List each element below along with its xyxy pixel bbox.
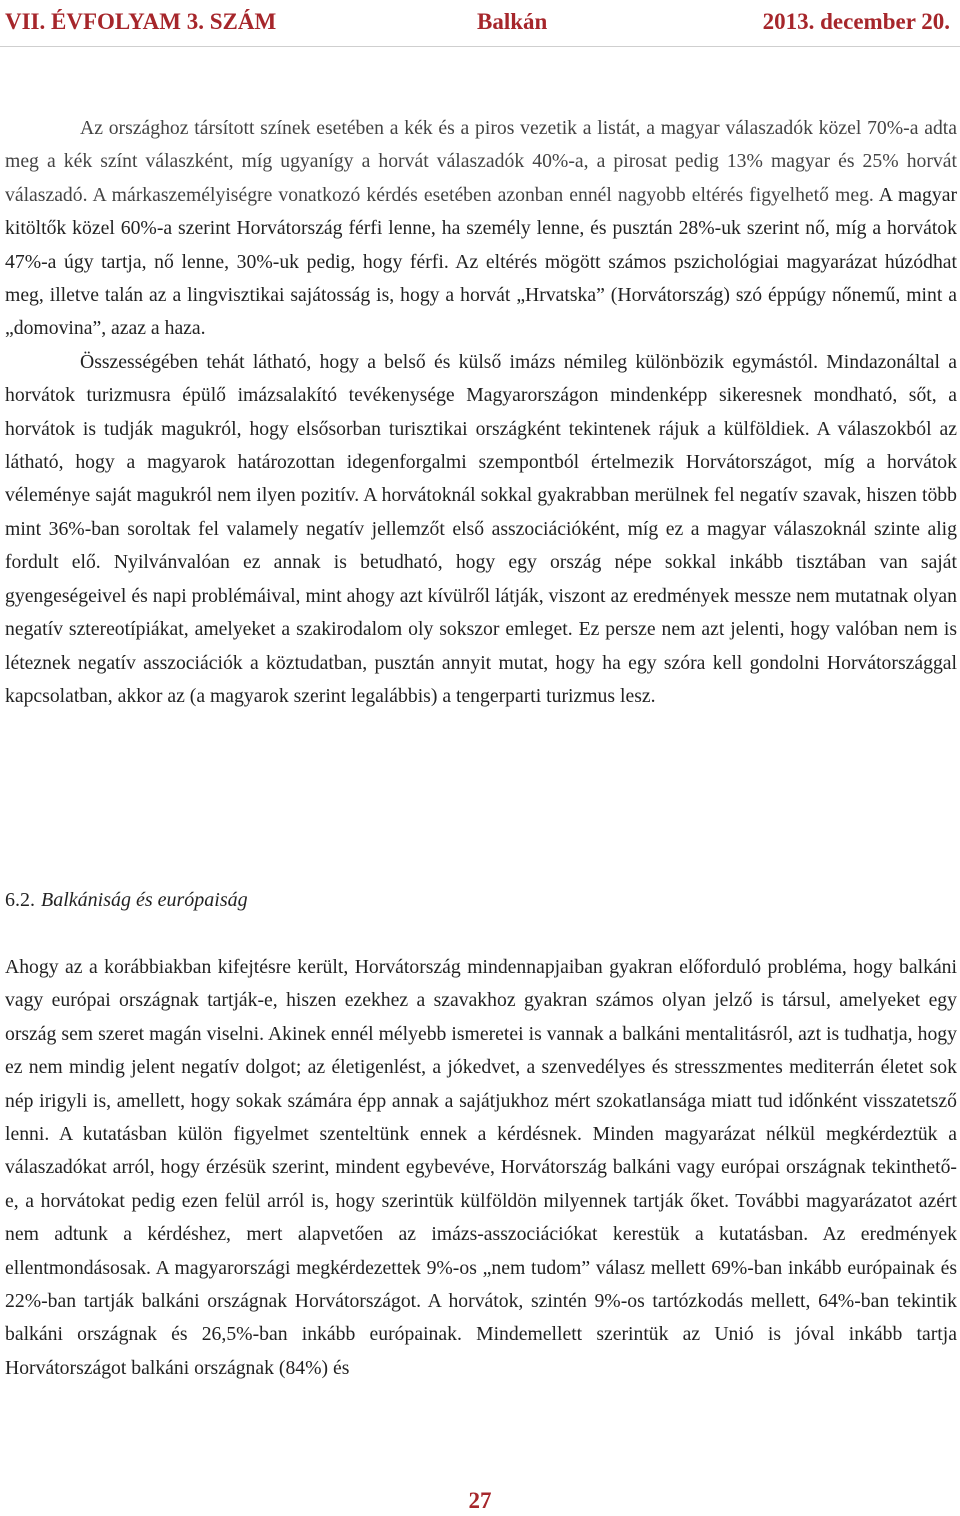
section-heading [5, 884, 248, 917]
section-2-text [5, 951, 957, 1385]
paragraph: Ahogy az a korábbiakban kifejtésre került, Horvátország mindennapjaiban gyakran előforduló probléma, hogy balkáni vagy európai országnak tartják-e, hiszen ezekhez a szavakhoz gyakran számos olyan jelző is társul, amelyeket egy ország sem szeret magán viselni. Akinek ennél mélyebb ismeretei is vannak a balkáni mentalitásról, azt is tudhatja, hogy ez nem mindig jelent negatív dolgot; az életigenlést, a jókedvet, a szenvedélyes és stresszmentes mediterrán életet sok nép irigyli is, amellett, hogy sokak számára épp annak a sajátjukhoz mért szokatlansága miatt tud időnként visszatetsző lenni. A kutatásban külön figyelmet szenteltünk ennek a kérdésnek. Minden magyarázat nélkül megkérdeztük a válaszadókat arról, hogy érzésük szerint, mindent egybevéve, Horvátország balkáni vagy európai országnak tekinthető-e, a horvátokat pedig ezen felül arról is, hogy szerintük külföldön milyennek tartják őket. További magyarázatot azért nem adtunk a kérdéshez, mert alapvetően az imázs-asszociációkat kerestük a kutatásban. Az eredmények ellentmondásosak. A magyarországi megkérdezettek 9%-os „nem tudom” válasz mellett 69%-ban inkább európainak és 22%-ban tartják balkáni országnak Horvátországot. A horvátok, szintén 9%-os tartózkodás mellett, 64%-ban tekintik balkáni országnak és 26,5%-ban inkább európainak. Mindemellett szerintük az Unió is jóval inkább tartja Horvátországot balkáni országnak (84%) és [5, 956, 957, 1379]
header-date: 2013. december 20. [762, 9, 950, 34]
section-1-text [5, 112, 957, 713]
paragraph-text: Az országhoz társított színek esetében a kék és a piros vezetik a listát, a magyar válaszadók közel 70%-a adta meg a kék színt válaszként, míg ugyanígy a horvát válaszadók 40%-a, a pirosat pedig 13% magyar és 25% horvát válaszadó. A márkaszemélyiségre vonatkozó kérdés esetében azonban ennél nagyobb eltérés figyelhető meg. [5, 117, 957, 206]
section-number: 6.2. [5, 889, 35, 911]
header-journal: Balkán [477, 9, 548, 34]
page-header [0, 0, 960, 47]
header-issue: VII. ÉVFOLYAM 3. SZÁM [5, 9, 277, 34]
paragraph: Összességében tehát látható, hogy a belső és külső imázs némileg különbözik egymástól. Mindazonáltal a horvátok turizmusra épülő imázsalakító tevékenysége Magyarországon mindenképp sikeresnek mondható, sőt, a horvátok is tudják magukról, hogy elsősorban turisztikai országként tekintenek rájuk a külföldiek. A válaszokból az látható, hogy a magyarok határozottan idegenforgalmi szempontból értelmezik Horvátországot, míg a horvátok véleménye saját magukról nem ilyen pozitív. A horvátoknál sokkal gyakrabban merülnek fel negatív szavak, hiszen több mint 36%-ban soroltak fel valamely negatív jellemzőt első asszociációként, míg ez a magyar válaszoknál szinte alig fordult elő. Nyilvánvalóan ez annak is betudható, hogy egy ország népe sokkal inkább tisztában van saját gyengeségeivel és napi problémáival, mint ahogy azt kívülről látják, viszont az eredmények messze nem mutatnak olyan negatív sztereotípiákat, amelyeket a szakirodalom oly sokszor emleget. Ez persze nem azt jelenti, hogy valóban nem is léteznek negatív asszociációk a köztudatban, pusztán annyit mutat, hogy ha egy szóra kell gondolni Horvátországgal kapcsolatban, akkor az (a magyarok szerint legalábbis) a tengerparti turizmus lesz. [5, 350, 957, 707]
section-title: Balkániság és európaiság [41, 889, 248, 911]
paragraph [5, 112, 957, 346]
paragraph-text: A magyar kitöltők közel 60%-a szerint Horvátország férfi lenne, ha személy lenne, és pusztán 28%-uk szerint nő, míg a horvátok 47%-a úgy tartja, nő lenne, 30%-uk pedig, hogy férfi. Az eltérés mögött számos pszichológiai magyarázat húzódhat meg, illetve talán az a lingvisztikai sajátosság is, hogy a horvát „Hrvatska” (Horvátország) szó éppúgy nőnemű, mint a „domovina”, azaz a haza. [5, 183, 957, 340]
page-number: 27 [468, 1488, 492, 1513]
